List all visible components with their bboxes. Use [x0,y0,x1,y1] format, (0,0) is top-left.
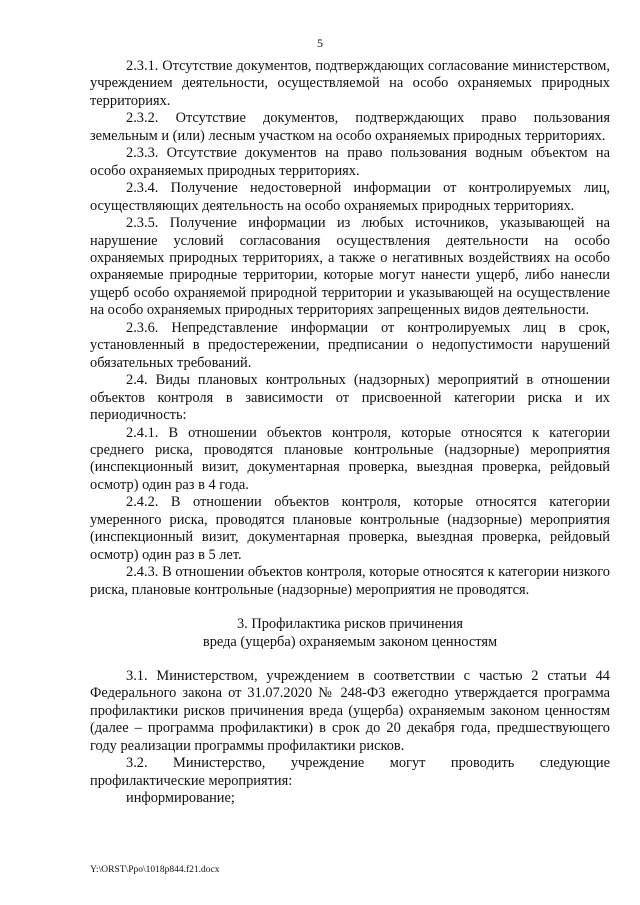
paragraph-2-3-4: 2.3.4. Получение недостоверной информации от контролируемых лиц, осуществляющих деятельность на особо охраняемых природных территориях. [90,180,610,214]
document-body [90,58,610,808]
paragraph-2-3-5: 2.3.5. Получение информации из любых источников, указывающей на нарушение условий согласования осуществления деятельности на особо охраняемых природных территориях, а также о негативных воздействиях на особо охраняемые природные территории, которые могут нанести ущерб, либо нанесли ущерб особо охраняемой природной территории и указывающей на осуществление на особо охраняемых природных территориях запрещенных видов деятельности. [90,215,610,319]
paragraph-2-3-3: 2.3.3. Отсутствие документов на право пользования водным объектом на особо охраняемых природных территориях. [90,145,610,179]
section-title-line-2: вреда (ущерба) охраняемым законом ценностям [202,633,498,650]
paragraph-informing: информирование; [126,790,235,807]
footer-file-path: Y:\ORST\Ppo\1018p844.f21.docx [90,865,220,875]
section-title [90,616,610,651]
paragraph-2-4-2: 2.4.2. В отношении объектов контроля, которые относятся категории умеренного риска, проводятся плановые контрольные (надзорные) мероприятия (инспекционный визит, документарная проверка, выездная проверка, рейдовый осмотр) один раз в 5 лет. [90,494,610,563]
paragraph-2-4: 2.4. Виды плановых контрольных (надзорных) мероприятий в отношении объектов контроля в зависимости от присвоенной категории риска и их периодичность: [90,372,610,424]
page-number: 5 [317,36,323,50]
paragraph-2-4-1: 2.4.1. В отношении объектов контроля, которые относятся к категории среднего риска, проводятся плановые контрольные (надзорные) мероприятия (инспекционный визит, документарная проверка, выездная проверка, рейдовый осмотр) один раз в 4 года. [90,424,610,493]
section-title-line-1: 3. Профилактика рисков причинения [236,616,464,633]
paragraph-2-3-6: 2.3.6. Непредставление информации от контролируемых лиц в срок, установленный в предостережении, предписании о недопустимости нарушений обязательных требований. [90,319,610,371]
paragraph-2-3-2: 2.3.2. Отсутствие документов, подтверждающих право пользования земельным и (или) лесным участком на особо охраняемых природных территориях. [90,110,610,144]
paragraph-2-3-1: 2.3.1. Отсутствие документов, подтверждающих согласование министерством, учреждением деятельности, осуществляемой на особо охраняемых природных территориях. [90,58,610,109]
paragraph-3-2: 3.2. Министерство, учреждение могут проводить следующие профилактические мероприятия: [90,755,610,789]
paragraph-3-1: 3.1. Министерством, учреждением в соответствии с частью 2 статьи 44 Федерального закона от 31.07.2020 № 248-ФЗ ежегодно утверждается программа профилактики рисков причинения вреда (ущерба) охраняемым законом ценностям (далее – программа профилактики) в срок до 20 декабря года, предшествующего году реализации программы профилактики рисков. [90,667,610,754]
paragraph-2-4-3: 2.4.3. В отношении объектов контроля, которые относятся к категории низкого риска, плановые контрольные (надзорные) мероприятия не проводятся. [90,564,610,598]
